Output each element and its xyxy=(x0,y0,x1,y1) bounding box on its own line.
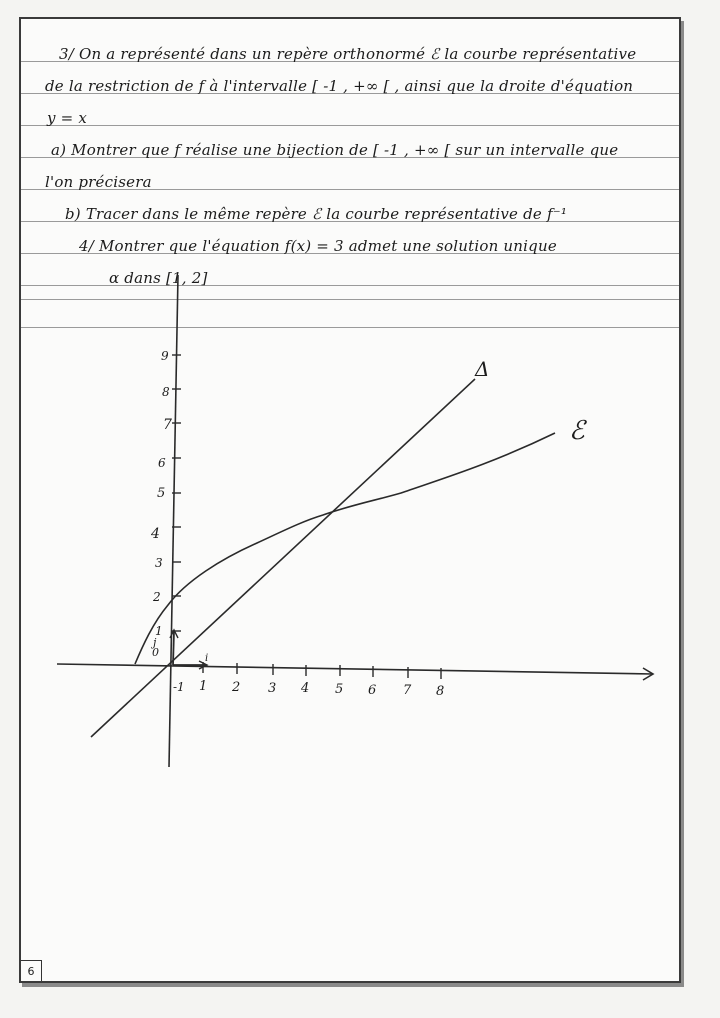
y-tick-label: 8 xyxy=(162,385,170,399)
j-vector-label: j xyxy=(153,636,157,649)
line-delta-label: Δ xyxy=(475,357,490,381)
y-tick-label: 3 xyxy=(155,556,163,570)
origin-label: 0 xyxy=(152,646,159,659)
question-4-text-cont: α dans [1, 2] xyxy=(109,269,208,287)
curve-c-label: ℰ xyxy=(569,416,585,446)
x-axis xyxy=(57,664,653,674)
exam-sheet xyxy=(19,17,681,983)
equation-line-text: y = x xyxy=(47,109,88,127)
x-tick-label: 8 xyxy=(436,684,445,699)
x-tick-label: 5 xyxy=(335,682,344,697)
y-tick-label: 1 xyxy=(155,624,163,638)
i-vector-label: i xyxy=(205,653,209,664)
x-tick-label: 3 xyxy=(268,681,277,696)
x-tick-label: 7 xyxy=(403,683,412,698)
question-3-text: 3/ On a représenté dans un repère orthonormé ℰ la courbe représentative xyxy=(59,45,637,63)
question-3-text-cont: de la restriction de f à l'intervalle [ -1 , +∞ [ , ainsi que la droite d'équation xyxy=(45,77,634,95)
page-number: 6 xyxy=(21,960,42,981)
y-tick-label: 5 xyxy=(157,486,166,501)
y-tick-label: 9 xyxy=(161,349,169,363)
x-tick-label: -1 xyxy=(173,680,185,694)
y-tick-label: 7 xyxy=(163,417,172,433)
question-4-text: 4/ Montrer que l'équation f(x) = 3 admet une solution unique xyxy=(79,237,557,255)
function-graph xyxy=(21,19,679,981)
y-tick-label: 4 xyxy=(151,526,160,542)
x-tick-label: 1 xyxy=(199,679,208,694)
question-3a-text: a) Montrer que f réalise une bijection de [ -1 , +∞ [ sur un intervalle que xyxy=(51,141,619,159)
x-tick-label: 4 xyxy=(301,681,310,696)
curve-c xyxy=(135,433,555,664)
y-tick-label: 6 xyxy=(158,456,166,470)
question-3a-text-cont: l'on précisera xyxy=(45,173,152,191)
y-tick-label: 2 xyxy=(153,590,161,604)
line-delta xyxy=(91,379,475,737)
x-tick-label: 2 xyxy=(232,680,241,695)
question-3b-text: b) Tracer dans le même repère ℰ la courbe représentative de f⁻¹ xyxy=(65,205,568,223)
x-tick-label: 6 xyxy=(368,683,377,698)
